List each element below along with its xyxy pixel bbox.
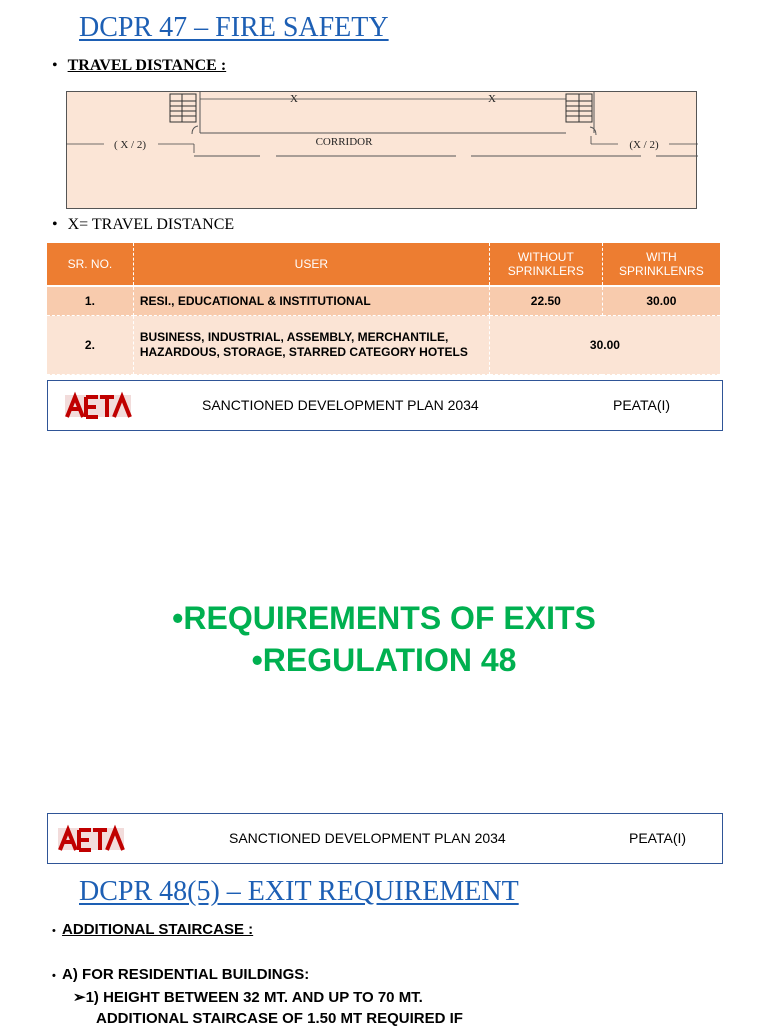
footer-org-text: PEATA(I)	[629, 830, 687, 846]
row1-sr: 1.	[47, 286, 133, 316]
travel-distance-table	[47, 243, 720, 375]
travel-distance-bullet	[52, 57, 226, 75]
row2-sr: 2.	[47, 316, 133, 375]
header-user: USER	[133, 243, 489, 286]
bullet-dot: •	[52, 970, 56, 982]
header-with-line2: SPRINKLENRS	[619, 264, 704, 278]
travel-distance-label: TRAVEL DISTANCE :	[67, 57, 227, 74]
slide1-title: DCPR 47 – FIRE SAFETY	[79, 12, 389, 43]
row2-user-line2: HAZARDOUS, STORAGE, STARRED CATEGORY HOTELS	[139, 345, 468, 359]
row1-without: 22.50	[489, 286, 602, 316]
footer-bar-1	[47, 380, 723, 431]
bullet-dot: •	[52, 57, 58, 74]
slide3-title: DCPR 48(5) – EXIT REQUIREMENT	[79, 876, 519, 907]
table-row	[47, 286, 720, 316]
footer-plan-text: SANCTIONED DEVELOPMENT PLAN 2034	[229, 830, 506, 846]
header-sr: SR. NO.	[47, 243, 133, 286]
staircase-requirement-text: ADDITIONAL STAIRCASE OF 1.50 MT REQUIRED IF	[96, 1010, 463, 1027]
arrow-bullet-icon: ➢	[73, 989, 86, 1006]
x-definition-bullet	[52, 216, 234, 234]
table-row	[47, 316, 720, 375]
row2-user	[133, 316, 489, 375]
x-label-right: X	[488, 93, 496, 105]
row1-with: 30.00	[602, 286, 720, 316]
half-label-left: ( X / 2)	[113, 139, 147, 151]
header-with	[602, 243, 720, 286]
bullet-dot: •	[52, 925, 56, 937]
x-definition-text: X= TRAVEL DISTANCE	[67, 216, 235, 233]
header-without-line2: SPRINKLERS	[507, 264, 584, 278]
table-header-row	[47, 243, 720, 286]
building-outline	[67, 92, 697, 209]
peata-logo	[56, 824, 128, 854]
height-range-text: 1) HEIGHT BETWEEN 32 MT. AND UP TO 70 MT.	[85, 989, 423, 1006]
regulation-heading: •REGULATION 48	[251, 642, 517, 678]
additional-staircase-bullet	[52, 921, 253, 938]
footer-bar-2	[47, 813, 723, 864]
peata-logo	[64, 391, 134, 421]
half-label-right: (X / 2)	[629, 139, 659, 151]
corridor-label: CORRIDOR	[315, 136, 373, 148]
residential-bullet	[52, 966, 309, 983]
footer-plan-text: SANCTIONED DEVELOPMENT PLAN 2034	[202, 397, 479, 413]
row2-user-line1: BUSINESS, INDUSTRIAL, ASSEMBLY, MERCHANTILE,	[139, 330, 449, 344]
footer-org-text: PEATA(I)	[613, 397, 671, 413]
height-sub-bullet	[73, 988, 423, 1006]
requirements-heading: •REQUIREMENTS OF EXITS	[172, 600, 596, 636]
bullet-dot: •	[52, 216, 58, 233]
additional-staircase-label: ADDITIONAL STAIRCASE :	[62, 921, 254, 938]
header-with-line1: WITH	[646, 250, 677, 264]
row1-user: RESI., EDUCATIONAL & INSTITUTIONAL	[133, 286, 489, 316]
travel-distance-diagram	[66, 91, 698, 210]
x-label-left: X	[290, 93, 298, 105]
header-without-line1: WITHOUT	[517, 250, 574, 264]
header-without	[489, 243, 602, 286]
row2-merged-value: 30.00	[489, 316, 720, 375]
residential-label: A) FOR RESIDENTIAL BUILDINGS:	[62, 966, 310, 983]
